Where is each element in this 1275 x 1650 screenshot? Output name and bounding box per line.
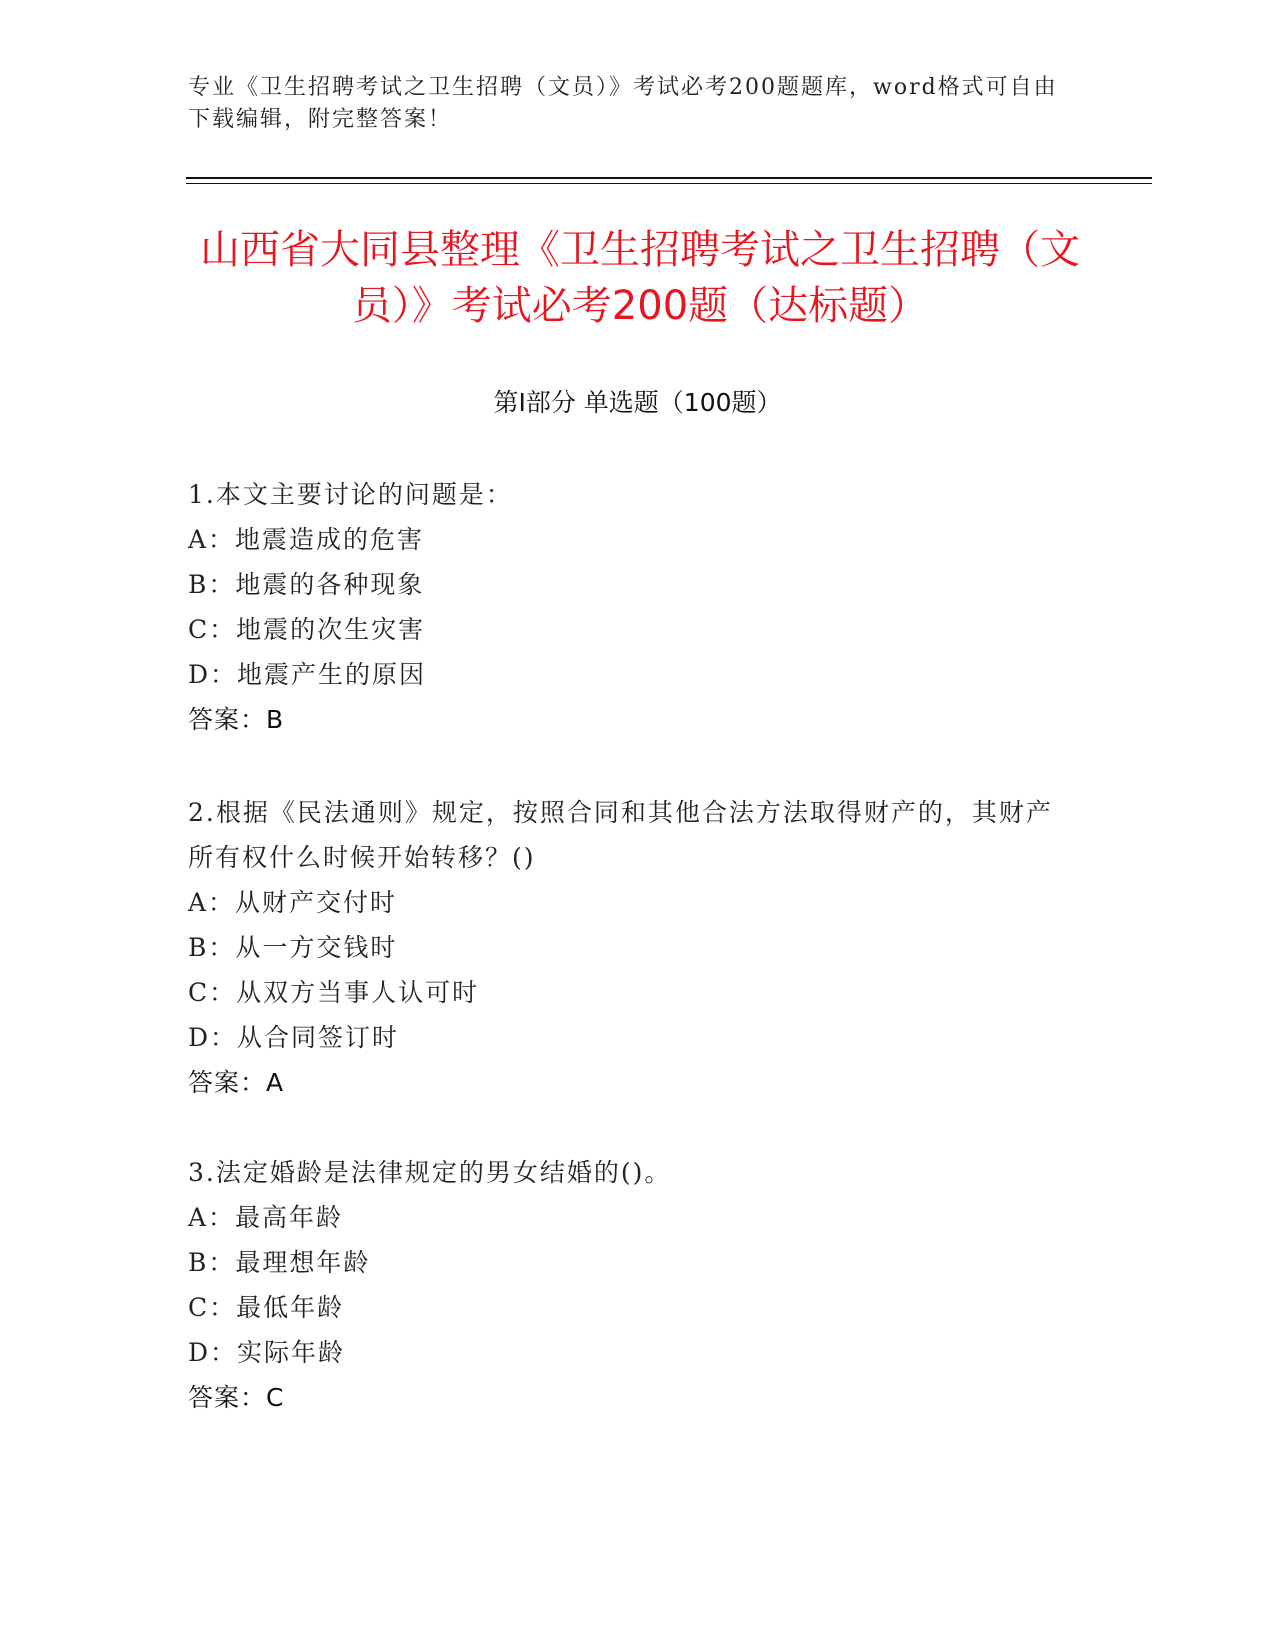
answer: 答案：B	[188, 705, 285, 734]
header-divider-thick	[186, 177, 1152, 179]
question-stem: 3.法定婚龄是法律规定的男女结婚的()。	[188, 1158, 672, 1187]
question-3	[188, 1150, 1068, 1420]
question-stem: 2.根据《民法通则》规定，按照合同和其他合法方法取得财产的，其财产所有权什么时候开始转移？()	[188, 798, 1053, 872]
option-c: C：最低年龄	[188, 1293, 345, 1322]
header-divider-thin	[186, 183, 1152, 184]
option-a: A：最高年龄	[188, 1203, 344, 1232]
option-d: D：实际年龄	[188, 1338, 346, 1367]
question-2	[188, 790, 1068, 1105]
document-title: 山西省大同县整理《卫生招聘考试之卫生招聘（文员）》考试必考200题（达标题）	[200, 227, 1080, 329]
option-d: D：地震产生的原因	[188, 660, 427, 689]
header-note: 专业《卫生招聘考试之卫生招聘（文员）》考试必考200题题库，word格式可自由下载编辑，附完整答案！	[188, 75, 1058, 132]
option-b: B：从一方交钱时	[188, 933, 398, 962]
answer: 答案：A	[188, 1068, 285, 1097]
option-b: B：地震的各种现象	[188, 570, 425, 599]
question-stem: 1.本文主要讨论的问题是：	[188, 480, 513, 509]
question-1	[188, 472, 1068, 742]
section-title: 第I部分 单选题（100题）	[493, 388, 782, 417]
option-a: A：地震造成的危害	[188, 525, 425, 554]
option-c: C：地震的次生灾害	[188, 615, 426, 644]
option-d: D：从合同签订时	[188, 1023, 400, 1052]
option-a: A：从财产交付时	[188, 888, 398, 917]
answer: 答案：C	[188, 1383, 285, 1412]
option-b: B：最理想年龄	[188, 1248, 371, 1277]
option-c: C：从双方当事人认可时	[188, 978, 480, 1007]
